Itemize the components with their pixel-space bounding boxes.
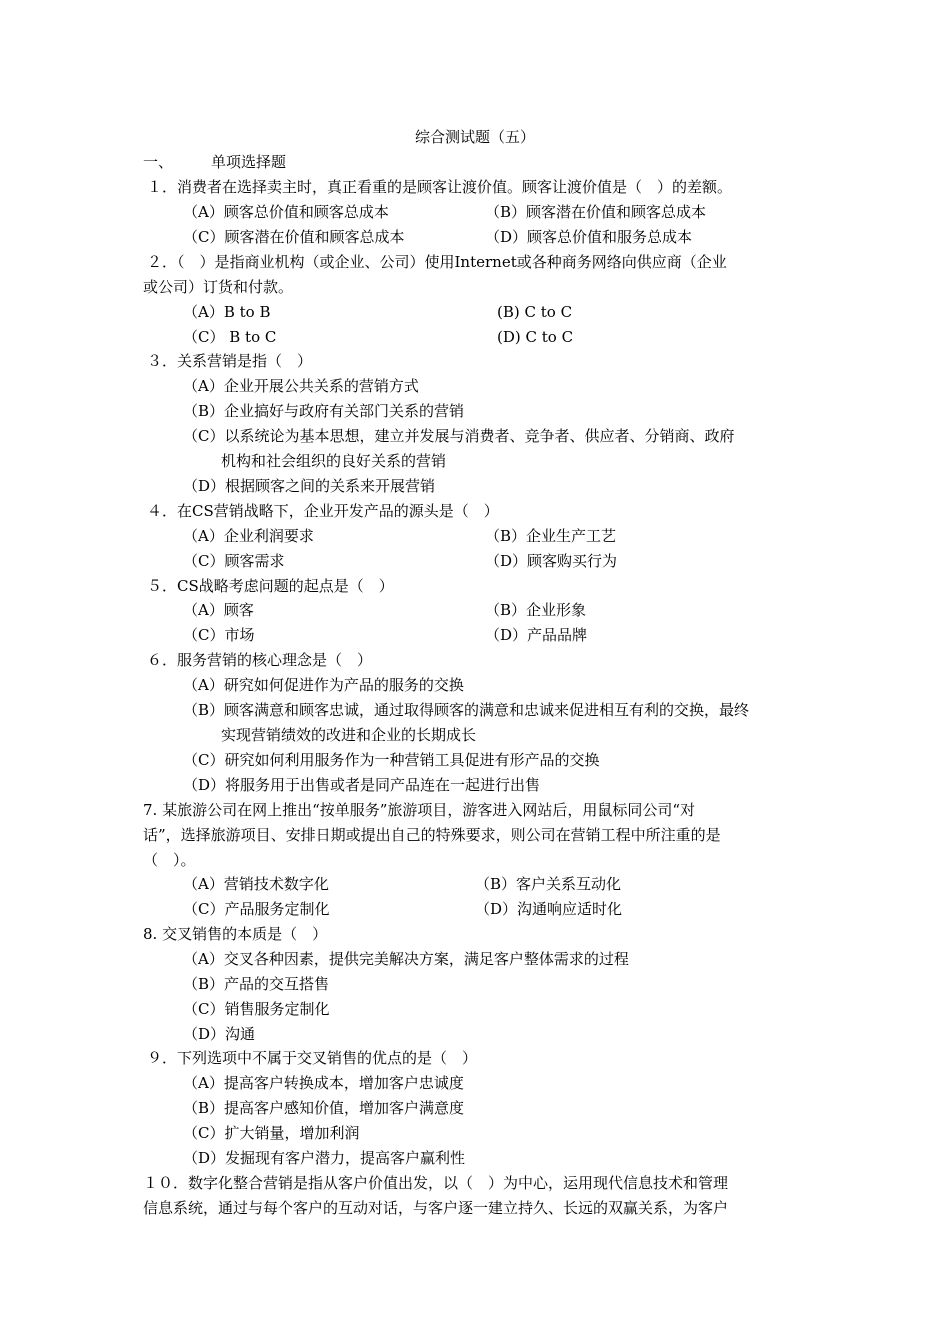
answer-option: （B）提高客户感知价值，增加客户满意度 xyxy=(183,1099,465,1117)
answer-option: （D）顾客购买行为 xyxy=(485,552,618,570)
question-text: 话”，选择旅游项目、安排日期或提出自己的特殊要求，则公司在营销工程中所注重的是 xyxy=(143,826,721,844)
answer-option: （C）市场 xyxy=(183,626,255,644)
question-text: ５．CS战略考虑问题的起点是（ ） xyxy=(147,577,394,595)
section-heading: 单项选择题 xyxy=(211,153,287,171)
question-text: ３．关系营销是指（ ） xyxy=(147,352,313,370)
page-title: 综合测试题（五） xyxy=(414,128,535,146)
question-text: 7. 某旅游公司在网上推出“按单服务”旅游项目，游客进入网站后，用鼠标同公司“对 xyxy=(143,801,696,819)
answer-option: （A）提高客户转换成本，增加客户忠诚度 xyxy=(183,1074,464,1092)
answer-option: （D）根据顾客之间的关系来开展营销 xyxy=(183,477,436,495)
answer-option: （D）产品品牌 xyxy=(485,626,588,644)
section-number: 一、 xyxy=(143,153,174,171)
question-text: ６．服务营销的核心理念是（ ） xyxy=(147,651,373,669)
answer-option: （D）发掘现有客户潜力，提高客户赢利性 xyxy=(183,1149,466,1167)
answer-option: （A）企业开展公共关系的营销方式 xyxy=(183,377,419,395)
answer-option: （C）研究如何利用服务作为一种营销工具促进有形产品的交换 xyxy=(183,751,600,769)
answer-option-continued: 实现营销绩效的改进和企业的长期成长 xyxy=(221,726,477,744)
answer-option: （D）顾客总价值和服务总成本 xyxy=(485,228,693,246)
question-text: 8. 交叉销售的本质是（ ） xyxy=(143,925,328,943)
answer-option: （B）企业形象 xyxy=(485,601,587,619)
answer-option: （A）企业利润要求 xyxy=(183,527,314,545)
answer-option: （B）客户关系互动化 xyxy=(475,875,622,893)
answer-option: （D）将服务用于出售或者是同产品连在一起进行出售 xyxy=(183,776,541,794)
answer-option: （A）研究如何促进作为产品的服务的交换 xyxy=(183,676,464,694)
question-text: ２．（ ）是指商业机构（或企业、公司）使用Internet或各种商务网络向供应商（企业 xyxy=(147,253,727,271)
answer-option: (B) C to C xyxy=(497,303,573,321)
answer-option: (D) C to C xyxy=(497,328,574,346)
answer-option: （A）交叉各种因素，提供完美解决方案，满足客户整体需求的过程 xyxy=(183,950,629,968)
answer-option: （C）扩大销量，增加利润 xyxy=(183,1124,360,1142)
answer-option: （A）营销技术数字化 xyxy=(183,875,329,893)
answer-option: （B）企业搞好与政府有关部门关系的营销 xyxy=(183,402,465,420)
answer-option: （B）顾客满意和顾客忠诚，通过取得顾客的满意和忠诚来促进相互有利的交换，最终 xyxy=(183,701,750,719)
answer-option: （A）顾客 xyxy=(183,601,254,619)
answer-option: （A）顾客总价值和顾客总成本 xyxy=(183,203,389,221)
question-text: １．消费者在选择卖主时，真正看重的是顾客让渡价值。顾客让渡价值是（ ）的差额。 xyxy=(147,178,733,196)
answer-option: （B）产品的交互搭售 xyxy=(183,975,330,993)
answer-option: （C）顾客潜在价值和顾客总成本 xyxy=(183,228,405,246)
answer-option: （C）以系统论为基本思想，建立并发展与消费者、竞争者、供应者、分销商、政府 xyxy=(183,427,735,445)
answer-option: （B）企业生产工艺 xyxy=(485,527,617,545)
answer-option-continued: 机构和社会组织的良好关系的营销 xyxy=(221,452,447,470)
answer-option: （D）沟通响应适时化 xyxy=(475,900,623,918)
question-text: 信息系统，通过与每个客户的互动对话，与客户逐一建立持久、长远的双赢关系，为客户 xyxy=(143,1199,729,1217)
answer-option: （C）顾客需求 xyxy=(183,552,285,570)
answer-option: （C） B to C xyxy=(183,328,277,346)
question-text: （ ）。 xyxy=(143,851,196,869)
answer-option: （D）沟通 xyxy=(183,1025,256,1043)
answer-option: （A）B to B xyxy=(183,303,271,321)
answer-option: （C）产品服务定制化 xyxy=(183,900,330,918)
question-text: １０．数字化整合营销是指从客户价值出发，以（ ）为中心，运用现代信息技术和管理 xyxy=(143,1174,729,1192)
answer-option: （B）顾客潜在价值和顾客总成本 xyxy=(485,203,707,221)
question-text: 或公司）订货和付款。 xyxy=(143,278,294,296)
question-text: ４．在CS营销战略下，企业开发产品的源头是（ ） xyxy=(147,502,499,520)
question-text: ９．下列选项中不属于交叉销售的优点的是（ ） xyxy=(147,1049,478,1067)
answer-option: （C）销售服务定制化 xyxy=(183,1000,330,1018)
